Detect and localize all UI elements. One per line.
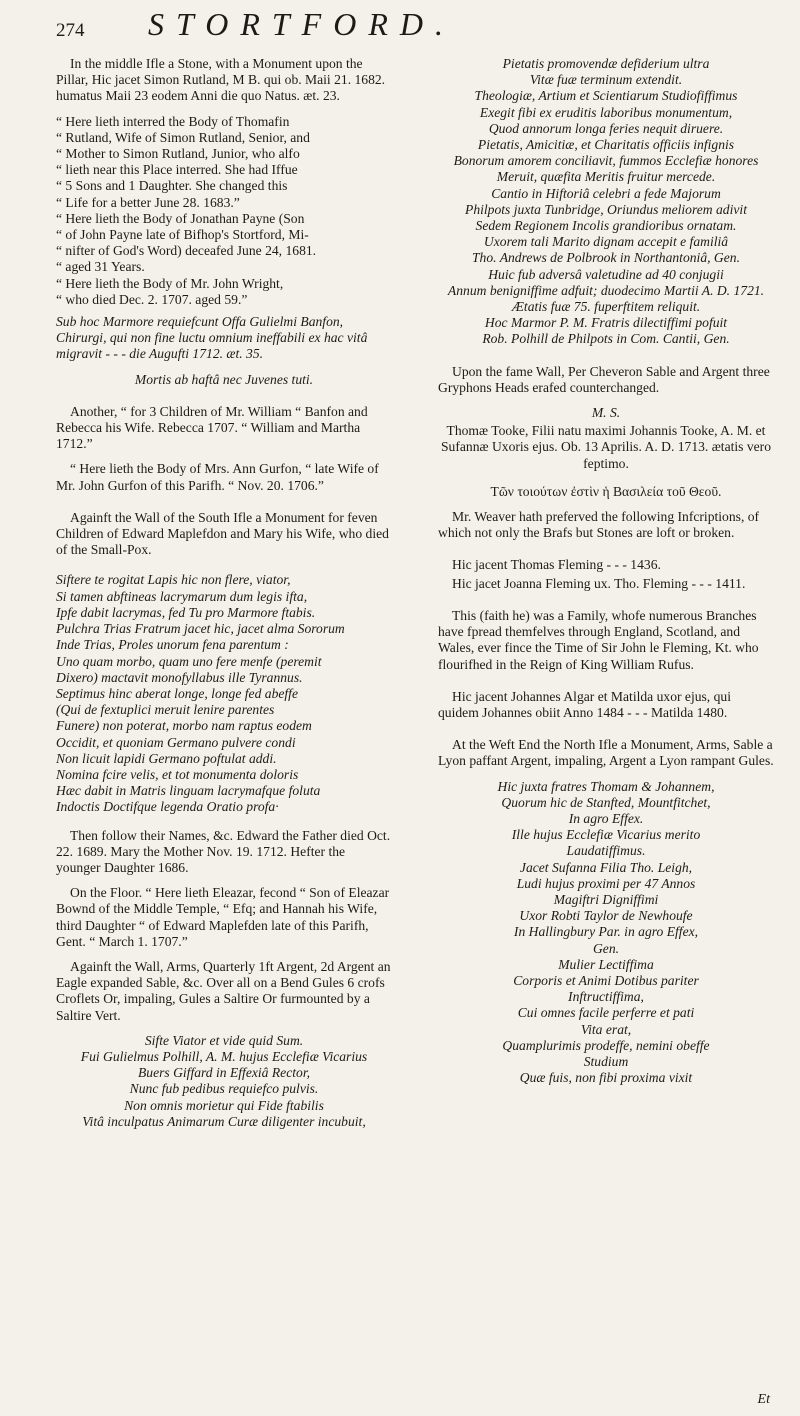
epitaph-line: Ludi hujus proximi per 47 Annos [516,875,696,891]
epitaph-line: Philpots juxta Tunbridge, Oriundus meliorem adivit [465,201,747,217]
epitaph-line: Quorum hic de Stanfted, Mountfitchet, [501,794,711,810]
left-column [56,56,392,1130]
epitaph-line: Rob. Polhill de Philpots in Com. Cantii, Gen. [482,331,730,347]
epitaph-line: Buers Giffard in Effexiâ Rector, [137,1065,311,1081]
quote-line: “ lieth near this Place interred. She had Iffue [56,162,298,178]
poem-line: Dixero) mactavit monofyllabus ille Tyrannus. [56,669,303,685]
poem-line: Ipfe dabit lacrymas, fed Tu pro Marmore ftabis. [56,604,316,620]
epitaph-line: Quamplurimis prodeffe, nemini obeffe [502,1037,710,1053]
quote-line: “ who died Dec. 2. 1707. aged 59.” [56,291,248,307]
epitaph-line: Theologiæ, Artium et Scientiarum Studiofiffimus [474,88,738,104]
right-greek: Τῶν τοιούτων ἐστὶν ἡ Βασιλεία τοῦ Θεοῦ. [490,483,722,499]
epitaph-line: Hic juxta fratres Thomam & Johannem, [497,778,715,794]
epitaph-line: Corporis et Animi Dotibus pariter [513,972,699,988]
poem-line: Non licuit lapidi Germano poftulat addi. [56,750,277,766]
poem-line: Funere) non poterat, morbo nam raptus eodem [56,718,312,734]
left-para-5: Then follow their Names, &c. Edward the Father died Oct. 22. 1689. Mary the Mother Nov. 19. 1712. Hefter the younger Daughter 1686. [56,827,391,875]
left-quote-block-1 [56,114,392,308]
epitaph-line: Magiftri Digniffimi [553,891,659,907]
left-epitaph [56,1033,392,1130]
epitaph-line: Quod annorum longa feries nequit diruere. [488,120,724,136]
quote-line: “ Here lieth the Body of Jonathan Payne (Son [56,210,305,226]
epitaph-line: Cui omnes facile perferre et pati [517,1005,695,1021]
epitaph-line: Pietatis, Amicitiæ, et Charitatis officiis infignis [477,137,735,153]
quote-line: “ Rutland, Wife of Simon Rutland, Senior, and [56,129,310,145]
left-latin-poem [56,572,392,815]
epitaph-line: Pietatis promovendæ defiderium ultra [502,56,710,71]
epitaph-line: Uxorem tali Marito dignam accepit e familiâ [483,234,729,250]
epitaph-line: Cantio in Hiftoriâ celebri a fede Majorum [491,185,721,201]
left-motto: Mortis ab haftâ nec Juvenes tuti. [134,371,314,387]
epitaph-line: Exegit fibi ex eruditis laboribus monumentum, [479,104,733,120]
epitaph-line: Quæ fuis, non fibi proxima vixit [519,1070,693,1086]
epitaph-line: Mulier Lectiffima [558,956,654,972]
right-ms: M. S. [591,405,621,421]
right-epitaph-2 [438,779,774,1087]
left-para-2: Sub hoc Marmore requiefcunt Offa Gulielmi Banfon, Chirurgi, qui non fine luctu omnium ineffabili ex hac vitâ migravit - - - die Augufti 1712. æt. 35. [56,314,368,362]
poem-line: (Qui de fextuplici meruit lenire parentes [56,702,275,718]
quote-line: “ Here lieth interred the Body of Thomafin [56,113,290,129]
poem-line: Occidit, et quoniam Germano pulvere condi [56,734,296,750]
quote-line: “ nifter of God's Word) deceafed June 24, 1681. [56,243,317,259]
left-para-1: In the middle Ifle a Stone, with a Monument upon the Pillar, Hic jacet Simon Rutland, M B. qui ob. Maii 21. 1682. humatus Maii 23 eodem Anni die quo Natus. æt. 23. [56,56,386,104]
epitaph-line: Studium [583,1053,629,1069]
right-para-3: Mr. Weaver hath preferved the following Infcriptions, of which not only the Brafs but Stones are loft or broken. [438,509,760,541]
epitaph-line: Inftructiffima, [568,989,644,1005]
left-para-6: On the Floor. “ Here lieth Eleazar, fecond “ Son of Eleazar Bownd of the Middle Temple, “ Efq; and Hannah his Wife, third Daughter “ of Edward Maplefden late of this Parifh, Gent. “ March 1. 1707.” [56,885,390,949]
left-para-3b: “ Here lieth the Body of Mrs. Ann Gurfon, “ late Wife of Mr. John Gurfon of this Parifh. “ Nov. 20. 1706.” [56,461,379,493]
epitaph-line: Huic fub adversâ valetudine ad 40 conjugii [488,266,724,282]
poem-line: Nomina fcire velis, et tot monumenta doloris [56,766,299,782]
epitaph-line: Jacet Sufanna Filia Tho. Leigh, [519,859,693,875]
epitaph-line: Ille hujus Ecclefiæ Vicarius merito [511,827,701,843]
poem-line: Uno quam morbo, quam uno fere menfe (peremit [56,653,322,669]
quote-line: “ of John Payne late of Bifhop's Stortford, Mi- [56,227,309,243]
left-para-4: Againft the Wall of the South Ifle a Monument for feven Children of Edward Maplefdon and Mary his Wife, who died of the Small-Pox. [56,509,389,558]
quote-line: “ Life for a better June 28. 1683.” [56,194,240,210]
right-para-7: At the Weft End the North Ifle a Monument, Arms, Sable a Lyon paffant Argent, impaling, Argent a Lyon rampant Gules. [438,737,774,769]
quote-line: “ aged 31 Years. [56,259,145,275]
right-para-5: This (faith he) was a Family, whofe numerous Branches have fpread themfelves through England, Scotland, and Wales, ever fince the Time of Sir John le Fleming, Kt. who flourifhed in the Reign of King William Rufus. [438,607,759,672]
quote-line: “ 5 Sons and 1 Daughter. She changed this [56,178,288,194]
epitaph-line: Annum benigniffime adfuit; duodecimo Martii A. D. 1721. [447,282,765,298]
catchword: Et [757,1392,770,1407]
poem-line: Si tamen abftineas lacrymarum dum legis ifta, [56,588,308,604]
poem-line: Septimus hinc aberat longe, longe fed abeffe [56,685,298,701]
poem-line: Indoctis Doctifque legenda Oratio profa· [56,799,279,815]
epitaph-line: Vitâ inculpatus Animarum Curæ diligenter incubuit, [82,1113,366,1129]
running-title: STORTFORD. [148,6,455,42]
page-number: 274 [56,20,85,41]
epitaph-line: Hoc Marmor P. M. Fratris dilectiffimi pofuit [484,315,728,331]
poem-line: Inde Trias, Proles unorum fena parentum : [56,637,289,653]
poem-line: Pulchra Trias Fratrum jacet hic, jacet alma Sororum [56,621,345,637]
epitaph-line: Gen. [592,940,620,956]
epitaph-line: Non omnis morietur qui Fide ftabilis [124,1097,324,1113]
epitaph-line: Nunc fub pedibus requiefco pulvis. [129,1081,319,1097]
right-para-1: Upon the fame Wall, Per Cheveron Sable and Argent three Gryphons Heads erafed counterchanged. [438,363,770,395]
epitaph-line: Fui Gulielmus Polhill, A. M. hujus Ecclefiæ Vicarius [80,1048,368,1064]
epitaph-line: In Hallingbury Par. in agro Effex, [513,924,699,940]
epitaph-line: Vita erat, [580,1021,632,1037]
epitaph-line: Bonorum amorem conciliavit, fummos Ecclefiæ honores [453,153,759,169]
right-para-6: Hic jacent Johannes Algar et Matilda uxor ejus, qui quidem Johannes obiit Anno 1484 - - - Matilda 1480. [438,688,731,720]
quote-line: “ Mother to Simon Rutland, Junior, who alfo [56,146,300,162]
left-para-7: Againft the Wall, Arms, Quarterly 1ft Argent, 2d Argent an Eagle expanded Sable, &c. Over all on a Bend Gules 6 crofs Croflets Or, impaling, Gules a Saltire Or furmounted by a Saltire Vert. [56,958,391,1023]
left-para-3: Another, “ for 3 Children of Mr. William “ Banfon and Rebecca his Wife. Rebecca 1707. “ William and Martha 1712.” [56,403,368,452]
epitaph-line: Meruit, quæfita Meritis fruitur mercede. [496,169,716,185]
epitaph-line: Sifte Viator et vide quid Sum. [144,1032,304,1048]
epitaph-line: Laudatiffimus. [566,843,646,859]
right-epitaph-cont [438,56,774,348]
right-para-2: Thomæ Tooke, Filii natu maximi Johannis Tooke, A. M. et Sufannæ Uxoris ejus. Ob. 13 Aprilis. A. D. 1713. ætatis vero feptimo. [440,423,772,471]
epitaph-line: In agro Effex. [568,810,644,826]
epitaph-line: Ætatis fuæ 75. fuperftitem reliquit. [511,299,701,315]
quote-line: “ Here lieth the Body of Mr. John Wright, [56,275,284,291]
epitaph-line: Sedem Regionem Incolis grandioribus ornatam. [475,218,737,234]
right-para-4b: Hic jacet Joanna Fleming ux. Tho. Fleming - - - 1411. [452,575,746,591]
poem-line: Siftere te rogitat Lapis hic non flere, viator, [56,572,291,588]
poem-line: Hæc dabit in Matris linguam lacrymafque foluta [56,783,321,799]
epitaph-line: Vitæ fuæ terminum extendit. [529,72,683,88]
page-header [56,6,760,54]
epitaph-line: Uxor Robti Taylor de Newhoufe [519,908,693,924]
right-para-4a: Hic jacent Thomas Fleming - - - 1436. [452,557,661,573]
right-column [438,56,774,1086]
epitaph-line: Tho. Andrews de Polbrook in Northantoniâ, Gen. [472,250,740,266]
